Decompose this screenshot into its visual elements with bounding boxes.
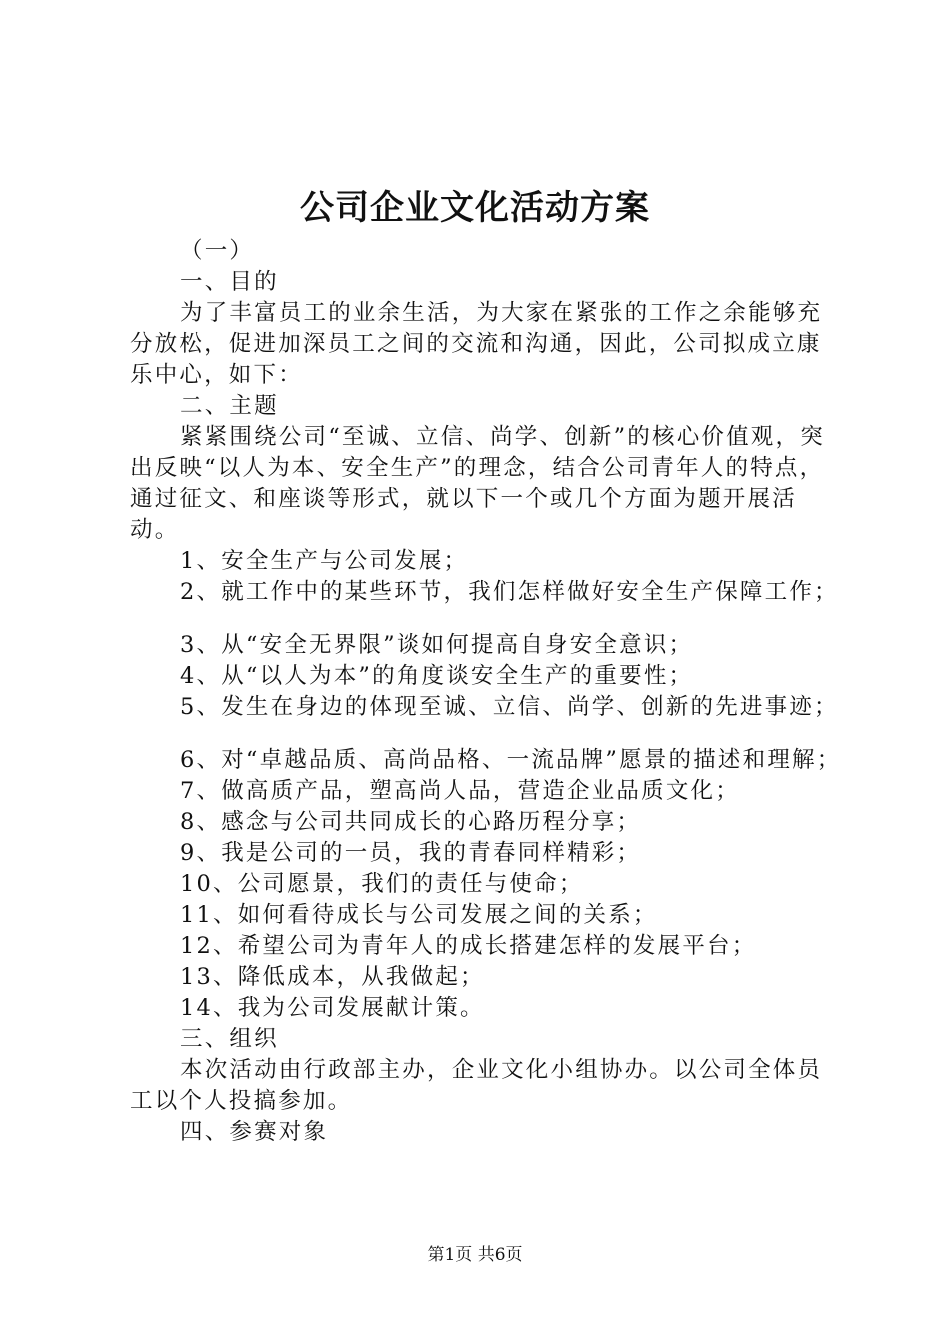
list-item-9: 9、我是公司的一员，我的青春同样精彩；: [180, 840, 642, 866]
heading-purpose: 一、目的: [180, 269, 279, 295]
list-item-6: 6、对“卓越品质、高尚品格、一流品牌”愿景的描述和理解；: [180, 747, 842, 773]
list-item-10: 10、公司愿景，我们的责任与使命；: [180, 871, 584, 897]
list-item-3: 3、从“安全无界限”谈如何提高自身安全意识；: [180, 632, 694, 658]
list-item-14: 14、我为公司发展献计策。: [180, 995, 485, 1021]
paragraph-organization: 本次活动由行政部主办，企业文化小组协办。以公司全体员工以个人投搞参加。: [130, 1057, 823, 1114]
list-item-8: 8、感念与公司共同成长的心路历程分享；: [180, 809, 642, 835]
heading-theme: 二、主题: [180, 393, 279, 419]
heading-organization: 三、组织: [180, 1026, 279, 1052]
list-item-5: 5、发生在身边的体现至诚、立信、尚学、创新的先进事迹；: [180, 694, 839, 720]
spacer: [130, 723, 842, 745]
list-item-1: 1、安全生产与公司发展；: [180, 548, 469, 574]
paragraph-theme: 紧紧围绕公司“至诚、立信、尚学、创新”的核心价值观，突出反映“以人为本、安全生产”的理念，结合公司青年人的特点，通过征文、和座谈等形式，就以下一个或几个方面为题开展活动。: [130, 424, 825, 543]
list-item-2: 2、就工作中的某些环节，我们怎样做好安全生产保障工作；: [180, 579, 839, 605]
list-item-4: 4、从“以人为本”的角度谈安全生产的重要性；: [180, 663, 694, 689]
page-footer: 第1页 共6页: [427, 1245, 523, 1265]
paragraph-purpose: 为了丰富员工的业余生活，为大家在紧张的工作之余能够充分放松，促进加深员工之间的交流和沟通，因此，公司拟成立康乐中心，如下：: [130, 300, 823, 388]
document-body: [130, 236, 842, 1148]
document-title: 公司企业文化活动方案: [300, 188, 650, 228]
list-item-12: 12、希望公司为青年人的成长搭建怎样的发展平台；: [180, 933, 757, 959]
list-item-13: 13、降低成本，从我做起；: [180, 964, 485, 990]
list-item-7: 7、做高质产品，塑高尚人品，营造企业品质文化；: [180, 778, 740, 804]
spacer: [130, 608, 842, 630]
heading-participants: 四、参赛对象: [180, 1119, 329, 1145]
list-item-11: 11、如何看待成长与公司发展之间的关系；: [180, 902, 658, 928]
section-number: （一）: [180, 238, 255, 264]
